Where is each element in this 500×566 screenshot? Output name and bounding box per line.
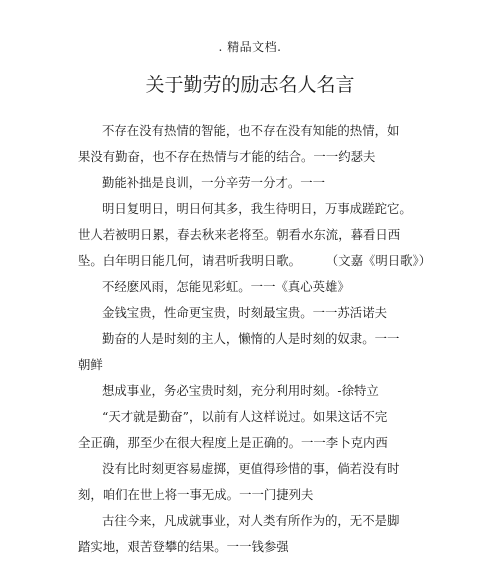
text-line: 金钱宝贵，性命更宝贵，时刻最宝贵。一一苏活诺夫: [102, 305, 387, 320]
text-line: 刻，咱们在世上将一事无成。一一门捷列夫: [78, 487, 314, 502]
text-line: 明日复明日，明日何其多，我生待明日，万事成蹉跎它。: [102, 201, 412, 216]
text-line: 不经麽风雨，怎能见彩虹。一一《真心英雄》: [102, 279, 350, 294]
document-body: [78, 118, 432, 560]
text-line: 果没有勤奋，也不存在热情与才能的结合。一一约瑟夫: [78, 149, 376, 164]
text-line: 勤奋的人是时刻的主人，懒惰的人是时刻的奴隶。一一: [102, 331, 400, 346]
text-line: 坠。白年明日能几何，请君听我明日歌。 （文嘉《明日歌》）: [78, 253, 432, 268]
text-line: 没有比时刻更容易虚掷，更值得珍惜的事，倘若没有时: [102, 461, 400, 476]
text-line: 勤能补拙是良训，一分辛劳一分才。一一: [102, 175, 326, 190]
text-line: 踏实地，艰苦登攀的结果。一一钱参强: [78, 539, 289, 554]
document-title: 关于勤劳的励志名人名言: [145, 74, 355, 96]
text-line: “天才就是勤奋”，以前有人这样说过。如果这话不完: [102, 409, 388, 424]
text-line: 古往今来，凡成就事业，对人类有所作为的，无不是脚: [102, 513, 400, 528]
text-line: 朝鲜: [78, 357, 103, 372]
text-line: 想成事业，务必宝贵时刻，充分利用时刻。-徐特立: [102, 383, 379, 398]
document-header: . 精品文档.: [218, 40, 282, 54]
text-line: 全正确，那至少在很大程度上是正确的。一一李卜克内西: [78, 435, 388, 450]
text-line: 不存在没有热情的智能，也不存在没有知能的热情，如: [102, 123, 400, 138]
text-line: 世人若被明日累，春去秋来老将至。朝看水东流，暮看日西: [78, 227, 401, 242]
